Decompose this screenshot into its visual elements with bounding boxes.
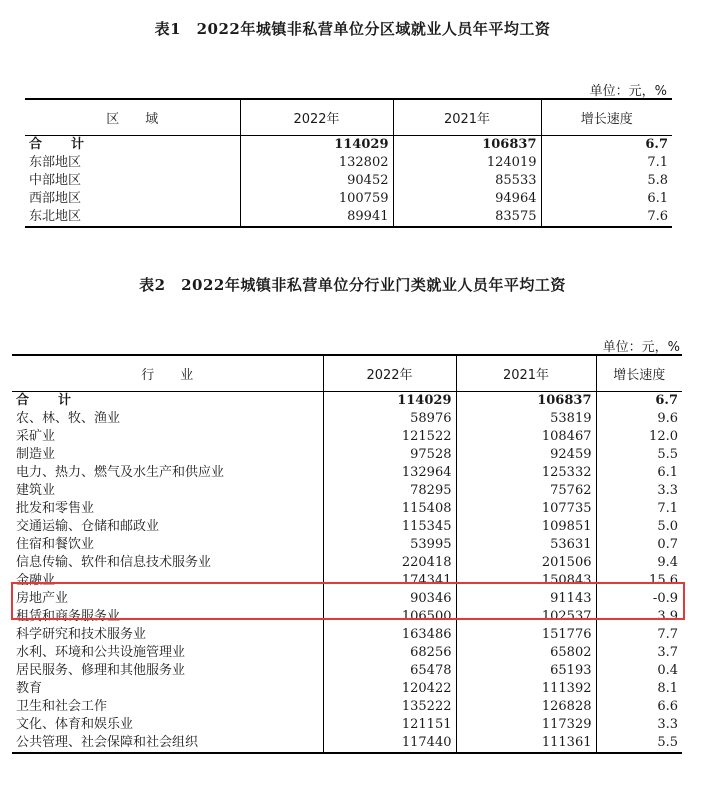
row-label: 租赁和商务服务业: [16, 609, 121, 624]
table-row: [12, 554, 682, 572]
value-cell: 53819: [456, 410, 596, 428]
value-cell: 65193: [456, 662, 596, 680]
growth-cell: 0.4: [596, 662, 682, 680]
value-cell: 121151: [323, 716, 456, 734]
value-cell: 65802: [456, 644, 596, 662]
value-cell: 111361: [456, 734, 596, 753]
row-label: 制造业: [16, 447, 56, 462]
value-cell: 120422: [323, 680, 456, 698]
row-label: 合 计: [29, 137, 93, 152]
row-label: 东北地区: [29, 209, 82, 224]
value-cell: 121522: [323, 428, 456, 446]
growth-cell: 5.8: [541, 172, 672, 190]
value-cell: 102537: [456, 608, 596, 626]
value-cell: 109851: [456, 518, 596, 536]
table2-header-row: [12, 355, 682, 392]
table2-header-2021: 2021年: [456, 355, 596, 392]
row-label: 科学研究和技术服务业: [16, 627, 147, 642]
value-cell: 117440: [323, 734, 456, 753]
table1-header-region: 区 域: [25, 99, 240, 136]
value-cell: 53995: [323, 536, 456, 554]
table-row: [12, 698, 682, 716]
row-label: 居民服务、修理和其他服务业: [16, 663, 186, 678]
growth-cell: -0.9: [596, 590, 682, 608]
row-label: 文化、体育和娱乐业: [16, 717, 134, 732]
value-cell: 68256: [323, 644, 456, 662]
growth-cell: 9.6: [596, 410, 682, 428]
table-row: [12, 644, 682, 662]
value-cell: 114029: [240, 136, 393, 155]
value-cell: 117329: [456, 716, 596, 734]
table1-title: 表1 2022年城镇非私营单位分区域就业人员年平均工资: [154, 20, 551, 38]
row-label: 金融业: [16, 573, 56, 588]
table-row: [12, 536, 682, 554]
row-label: 东部地区: [29, 155, 82, 170]
table-row: [25, 154, 672, 172]
value-cell: 114029: [323, 392, 456, 411]
table-row: [12, 518, 682, 536]
table-row: [12, 446, 682, 464]
table1-header-2021: 2021年: [393, 99, 541, 136]
value-cell: 85533: [393, 172, 541, 190]
value-cell: 150843: [456, 572, 596, 590]
growth-cell: 6.1: [541, 190, 672, 208]
row-label: 信息传输、软件和信息技术服务业: [16, 555, 212, 570]
value-cell: 115408: [323, 500, 456, 518]
table1-header-row: [25, 99, 672, 136]
table-row: [12, 680, 682, 698]
row-label: 农、林、牧、渔业: [16, 411, 121, 426]
table1-header-2022: 2022年: [240, 99, 393, 136]
value-cell: 201506: [456, 554, 596, 572]
growth-cell: 7.1: [541, 154, 672, 172]
row-label: 公共管理、社会保障和社会组织: [16, 735, 199, 750]
row-label: 交通运输、仓储和邮政业: [16, 519, 160, 534]
total-row: [25, 136, 672, 155]
growth-cell: 6.1: [596, 464, 682, 482]
table-row: [12, 590, 682, 608]
table-row: [25, 172, 672, 190]
growth-cell: 9.4: [596, 554, 682, 572]
growth-cell: 5.0: [596, 518, 682, 536]
growth-cell: 3.3: [596, 482, 682, 500]
table-row: [12, 662, 682, 680]
value-cell: 151776: [456, 626, 596, 644]
growth-cell: 7.1: [596, 500, 682, 518]
value-cell: 89941: [240, 208, 393, 227]
table1-unit: 单位：元，%: [589, 84, 667, 99]
value-cell: 174341: [323, 572, 456, 590]
row-label: 电力、热力、燃气及水生产和供应业: [16, 465, 225, 480]
value-cell: 53631: [456, 536, 596, 554]
table-row: [25, 208, 672, 227]
value-cell: 65478: [323, 662, 456, 680]
value-cell: 90452: [240, 172, 393, 190]
table-row: [12, 464, 682, 482]
value-cell: 78295: [323, 482, 456, 500]
row-label: 合 计: [16, 393, 80, 408]
value-cell: 132802: [240, 154, 393, 172]
value-cell: 108467: [456, 428, 596, 446]
table-row: [12, 626, 682, 644]
table-row: [12, 500, 682, 518]
value-cell: 92459: [456, 446, 596, 464]
growth-cell: 5.5: [596, 446, 682, 464]
row-label: 采矿业: [16, 429, 56, 444]
table-row: [12, 608, 682, 626]
value-cell: 132964: [323, 464, 456, 482]
value-cell: 83575: [393, 208, 541, 227]
value-cell: 115345: [323, 518, 456, 536]
table-row: [25, 190, 672, 208]
table-row: [12, 482, 682, 500]
table-row: [12, 428, 682, 446]
value-cell: 58976: [323, 410, 456, 428]
table2-title: 表2 2022年城镇非私营单位分行业门类就业人员年平均工资: [139, 276, 566, 294]
table-row: [12, 410, 682, 428]
row-label: 水利、环境和公共设施管理业: [16, 645, 186, 660]
growth-cell: 3.7: [596, 644, 682, 662]
row-label: 住宿和餐饮业: [16, 537, 95, 552]
table-row: [12, 716, 682, 734]
value-cell: 100759: [240, 190, 393, 208]
value-cell: 90346: [323, 590, 456, 608]
row-label: 西部地区: [29, 191, 82, 206]
growth-cell: 6.7: [596, 392, 682, 411]
row-label: 教育: [16, 681, 43, 696]
growth-cell: 0.7: [596, 536, 682, 554]
growth-cell: 12.0: [596, 428, 682, 446]
value-cell: 94964: [393, 190, 541, 208]
row-label: 卫生和社会工作: [16, 699, 108, 714]
growth-cell: 7.6: [541, 208, 672, 227]
row-label: 中部地区: [29, 173, 82, 188]
value-cell: 220418: [323, 554, 456, 572]
growth-cell: 6.7: [541, 136, 672, 155]
value-cell: 91143: [456, 590, 596, 608]
table2-header-2022: 2022年: [323, 355, 456, 392]
table1: [25, 98, 672, 228]
growth-cell: 6.6: [596, 698, 682, 716]
table2: [12, 354, 682, 754]
growth-cell: 3.9: [596, 608, 682, 626]
table2-header-industry: 行 业: [12, 355, 323, 392]
table-row: [12, 734, 682, 753]
value-cell: 97528: [323, 446, 456, 464]
growth-cell: 3.3: [596, 716, 682, 734]
value-cell: 106837: [456, 392, 596, 411]
table-row: [12, 572, 682, 590]
table2-header-growth: 增长速度: [596, 355, 682, 392]
value-cell: 163486: [323, 626, 456, 644]
growth-cell: 15.6: [596, 572, 682, 590]
row-label: 建筑业: [16, 483, 56, 498]
value-cell: 75762: [456, 482, 596, 500]
value-cell: 111392: [456, 680, 596, 698]
value-cell: 125332: [456, 464, 596, 482]
value-cell: 126828: [456, 698, 596, 716]
value-cell: 106500: [323, 608, 456, 626]
row-label: 房地产业: [16, 591, 69, 606]
growth-cell: 5.5: [596, 734, 682, 753]
value-cell: 124019: [393, 154, 541, 172]
growth-cell: 8.1: [596, 680, 682, 698]
value-cell: 135222: [323, 698, 456, 716]
value-cell: 107735: [456, 500, 596, 518]
growth-cell: 7.7: [596, 626, 682, 644]
table2-unit: 单位：元，%: [602, 340, 680, 355]
table1-header-growth: 增长速度: [541, 99, 672, 136]
total-row: [12, 392, 682, 411]
row-label: 批发和零售业: [16, 501, 95, 516]
value-cell: 106837: [393, 136, 541, 155]
